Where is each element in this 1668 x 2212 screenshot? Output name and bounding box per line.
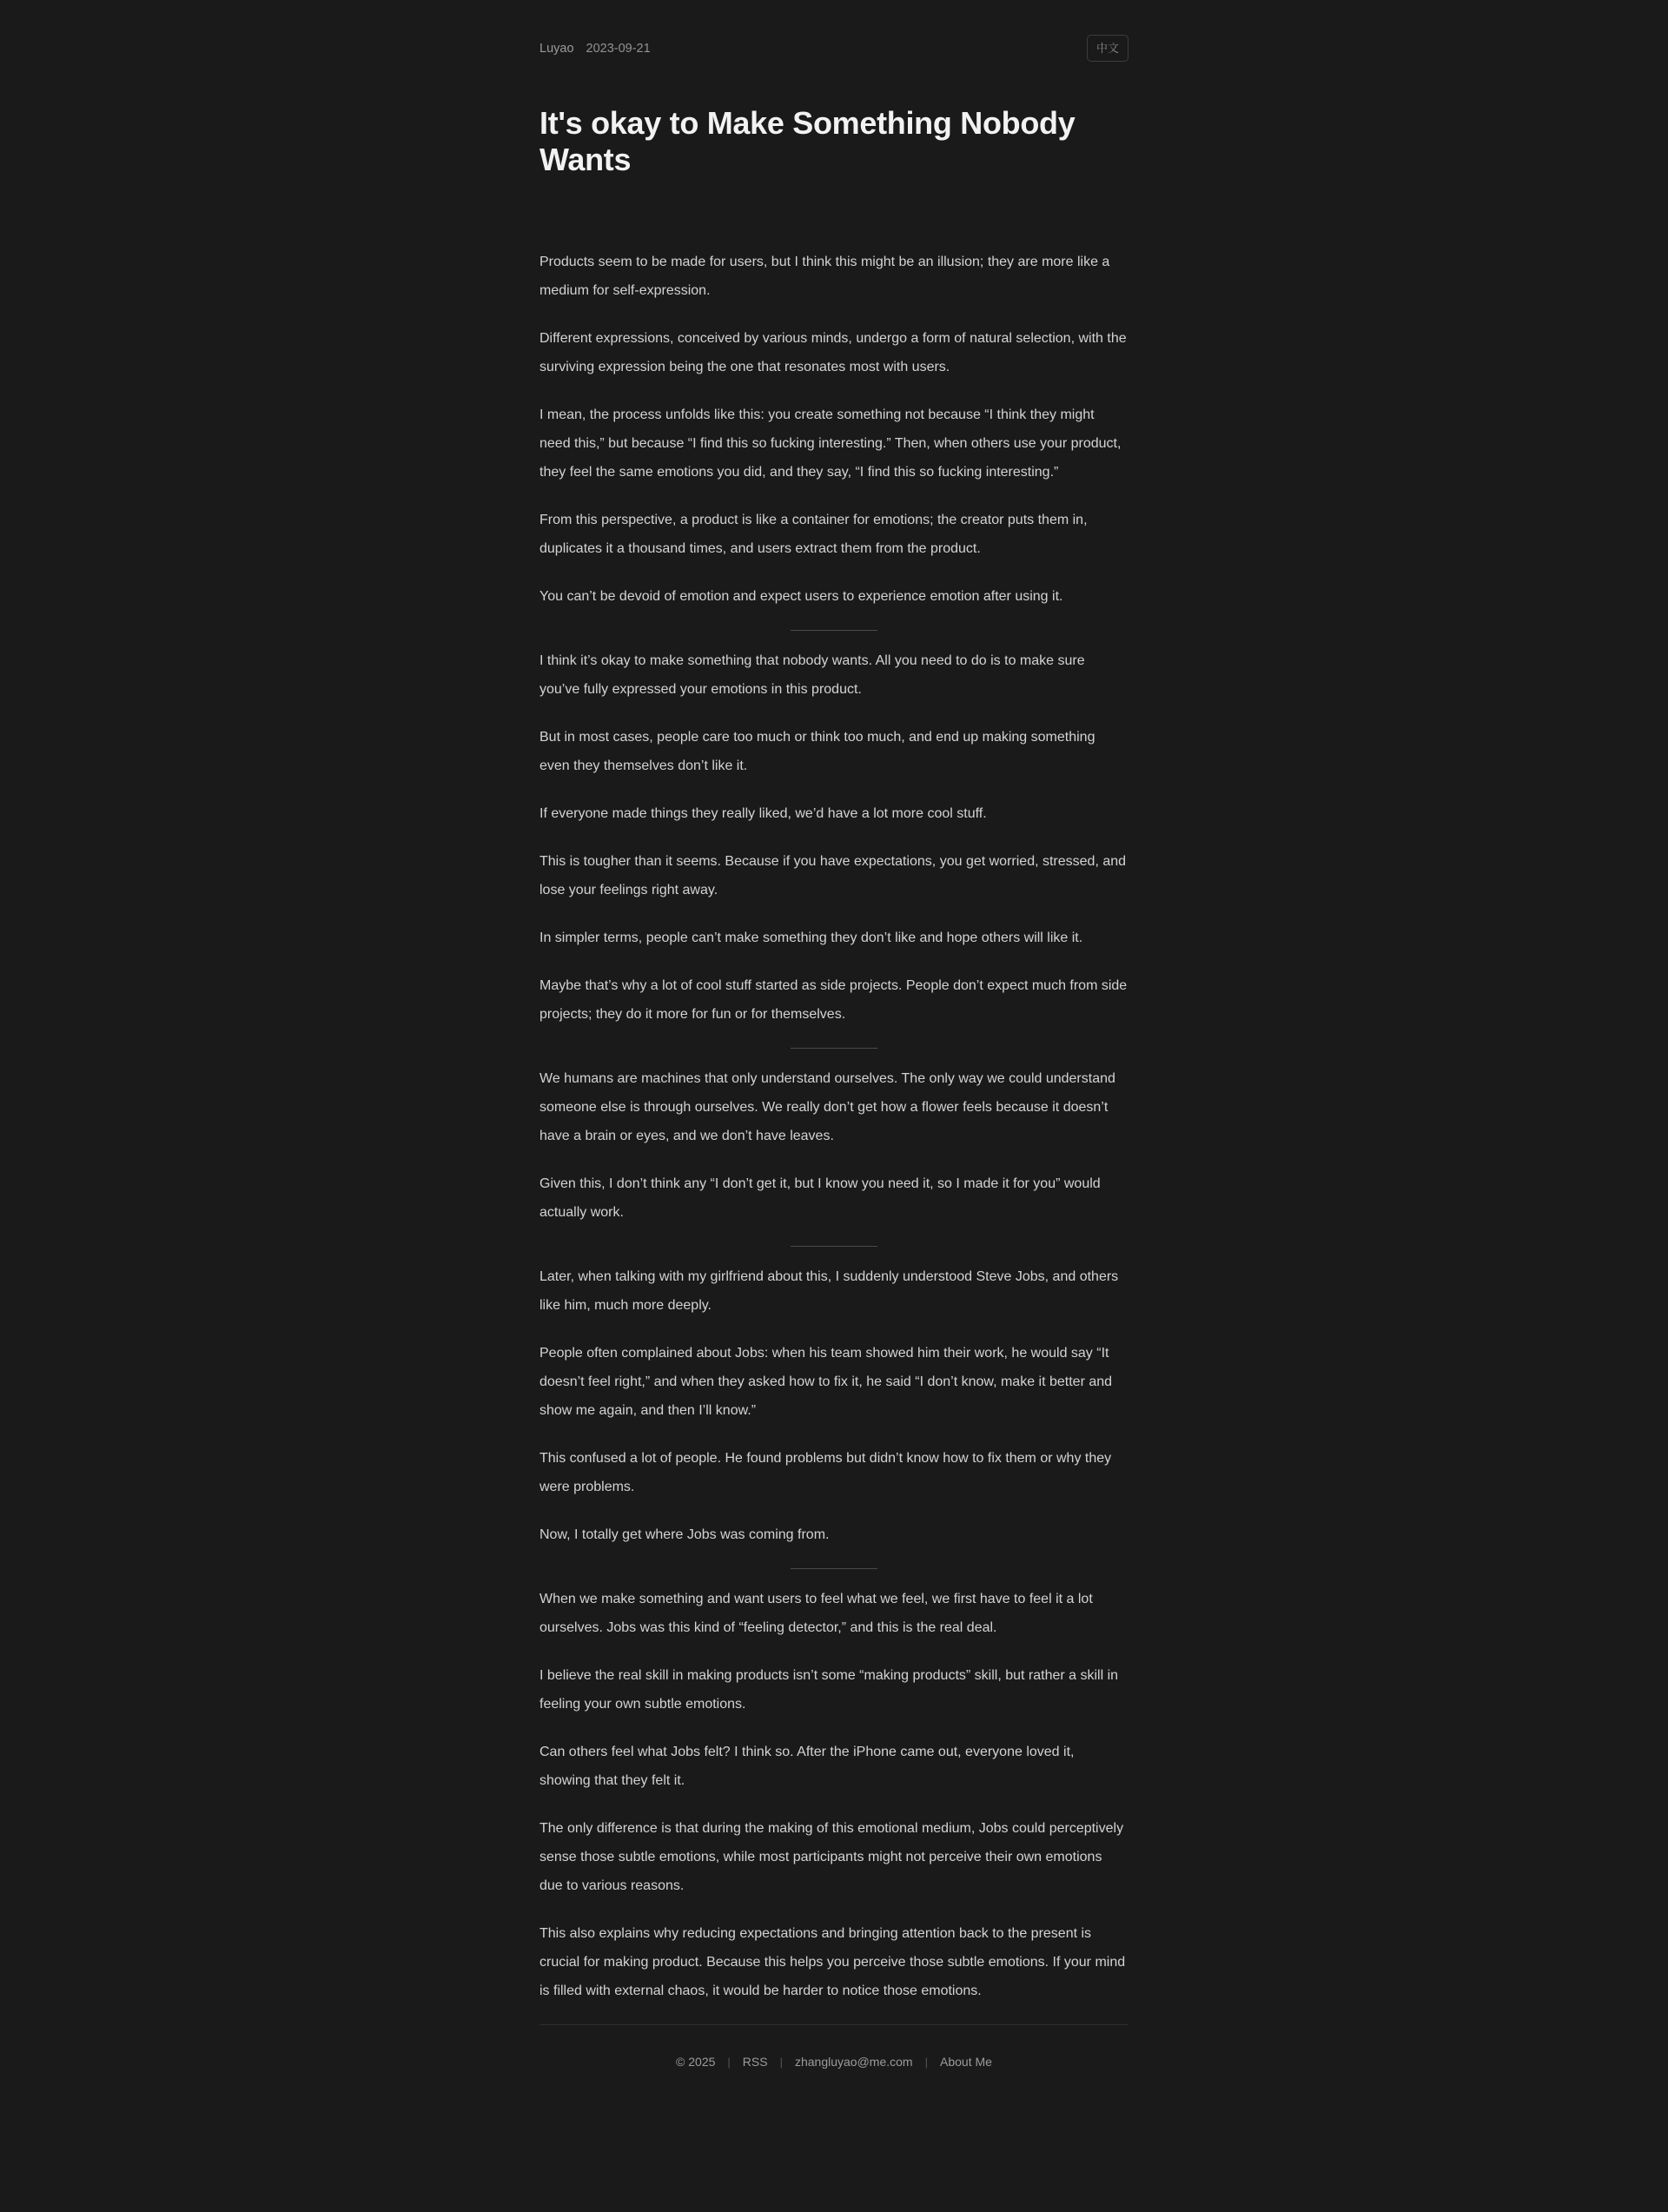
author-link[interactable]: Luyao (539, 41, 574, 56)
paragraph: We humans are machines that only understand ourselves. The only way we could understand someone else is through ourselves. We really don’t get how a flower feels because it doesn’t have a brain or eyes, and we don’t have leaves. (539, 1071, 1115, 1143)
paragraph: From this perspective, a product is like a container for emotions; the creator puts them in, duplicates it a thousand times, and users extract them from the product. (539, 513, 1088, 556)
paragraph: The only difference is that during the making of this emotional medium, Jobs could perceptively sense those subtle emotions, while most participants might not perceive their own emotions due to various reasons. (539, 1821, 1124, 1893)
site-footer (539, 2024, 1129, 2076)
paragraph: This is tougher than it seems. Because if you have expectations, you get worried, stressed, and lose your feelings right away. (539, 854, 1127, 897)
post-header (539, 35, 1129, 62)
paragraph: If everyone made things they really liked, we’d have a lot more cool stuff. (539, 806, 987, 821)
paragraph: Now, I totally get where Jobs was coming from. (539, 1527, 830, 1542)
footer-link-rss[interactable]: RSS (742, 2055, 768, 2069)
footer-link-about[interactable]: About Me (940, 2055, 992, 2069)
footer-separator: | (924, 2056, 928, 2069)
section-divider (791, 630, 877, 631)
paragraph: Different expressions, conceived by various minds, undergo a form of natural selection, with the surviving expression being the one that resonates most with users. (539, 331, 1127, 374)
section-divider (791, 1568, 877, 1569)
copyright-text: © 2025 (676, 2055, 716, 2069)
paragraph: People often complained about Jobs: when his team showed him their work, he would say “It doesn’t feel right,” and when they asked how to fix it, he said “I don’t know, make it better and show me again, and then I’ll know.” (539, 1346, 1113, 1418)
paragraph: This also explains why reducing expectations and bringing attention back to the present is crucial for making product. Because this helps you perceive those subtle emotions. If your mind is filled with external chaos, it would be harder to notice those emotions. (539, 1926, 1126, 1998)
paragraph: When we make something and want users to feel what we feel, we first have to feel it a lot ourselves. Jobs was this kind of “feeling detector,” and this is the real deal. (539, 1592, 1093, 1635)
post-meta (539, 42, 651, 56)
paragraph: Later, when talking with my girlfriend about this, I suddenly understood Steve Jobs, and others like him, much more deeply. (539, 1269, 1119, 1313)
footer-links-row (539, 2048, 1129, 2076)
language-toggle-button[interactable]: 中文 (1087, 35, 1129, 62)
paragraph: I believe the real skill in making products isn’t some “making products” skill, but rather a skill in feeling your own subtle emotions. (539, 1668, 1119, 1712)
section-divider (791, 1246, 877, 1247)
paragraph: This confused a lot of people. He found problems but didn’t know how to fix them or why they were problems. (539, 1451, 1112, 1494)
post-date: 2023-09-21 (586, 41, 651, 56)
paragraph: Can others feel what Jobs felt? I think so. After the iPhone came out, everyone loved it, showing that they felt it. (539, 1745, 1075, 1788)
page-title: It's okay to Make Something Nobody Wants (539, 105, 1076, 177)
article-body (539, 248, 1129, 2005)
paragraph: But in most cases, people care too much or think too much, and end up making something even they themselves don’t like it. (539, 730, 1095, 773)
paragraph: You can’t be devoid of emotion and expect users to experience emotion after using it. (539, 589, 1063, 604)
section-divider (791, 1048, 877, 1049)
paragraph: Products seem to be made for users, but I think this might be an illusion; they are more like a medium for self-expression. (539, 255, 1110, 298)
page-container (539, 0, 1129, 2124)
paragraph: Maybe that’s why a lot of cool stuff started as side projects. People don’t expect much from side projects; they do it more for fun or for themselves. (539, 978, 1128, 1022)
paragraph: I mean, the process unfolds like this: you create something not because “I think they might need this,” but because “I find this so fucking interesting.” Then, when others use your product, they feel the same emotions you did, and they say, “I find this so fucking interesting.” (539, 407, 1122, 480)
paragraph: Given this, I don’t think any “I don’t get it, but I know you need it, so I made it for you” would actually work. (539, 1176, 1101, 1220)
paragraph: I think it’s okay to make something that nobody wants. All you need to do is to make sure you’ve fully expressed your emotions in this product. (539, 653, 1085, 697)
paragraph: In simpler terms, people can’t make something they don’t like and hope others will like it. (539, 930, 1083, 945)
footer-link-email[interactable]: zhangluyao@me.com (794, 2055, 913, 2069)
footer-separator: | (779, 2056, 783, 2069)
footer-divider (539, 2024, 1129, 2025)
footer-separator: | (727, 2056, 731, 2069)
